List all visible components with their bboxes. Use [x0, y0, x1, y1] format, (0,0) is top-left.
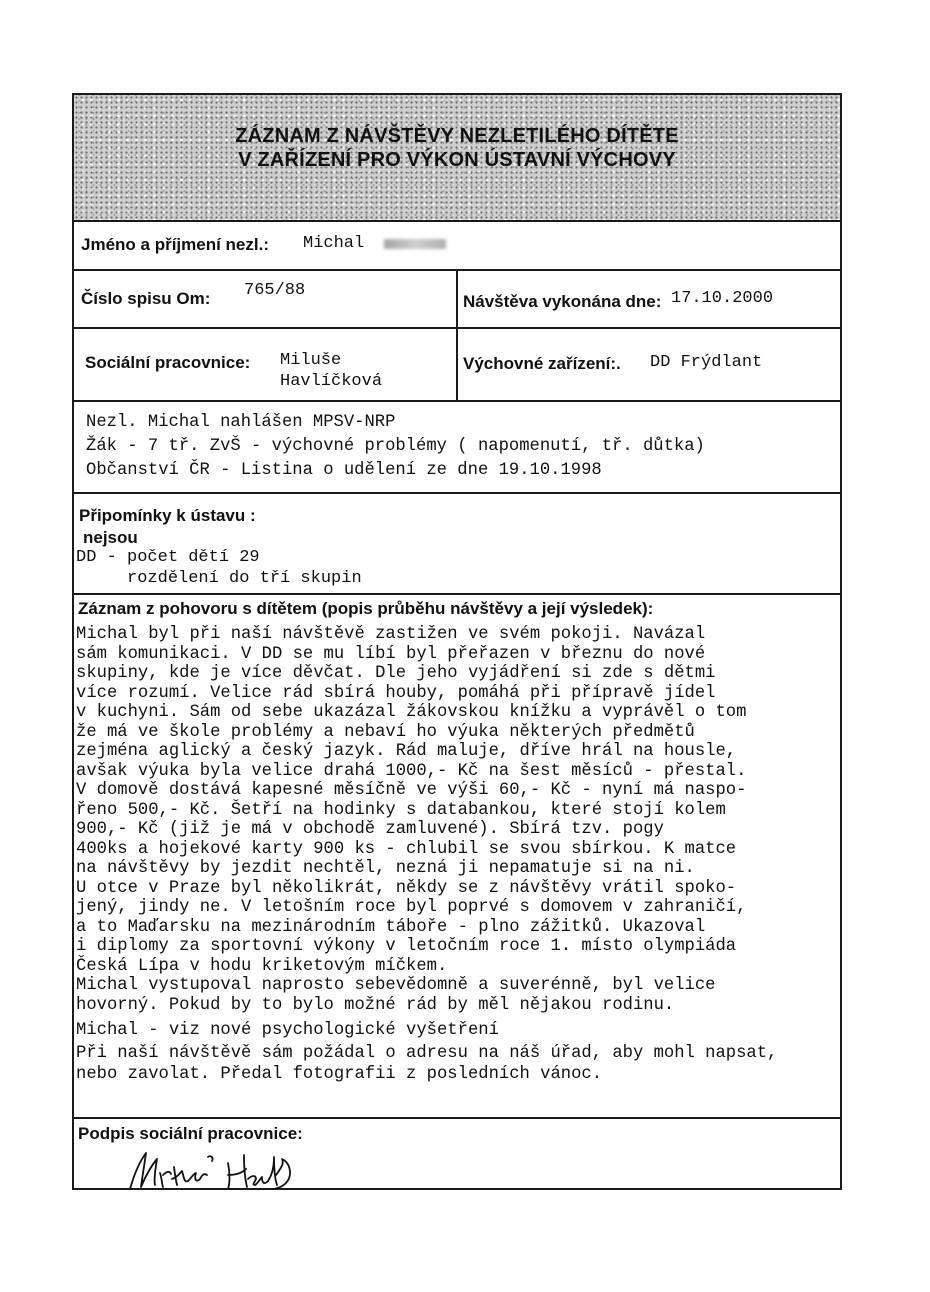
- interview-line: v kuchyni. Sám od sebe ukazázal žákovskou knížku a vyprávěl o tom: [76, 703, 747, 722]
- interview-extra-line: Při naší návštěvě sám požádal o adresu na náš úřad, aby mohl napsat,: [76, 1044, 778, 1063]
- divider: [74, 492, 840, 494]
- divider: [74, 327, 840, 329]
- interview-line: Česká Lípa v hodu kriketovým míčkem.: [76, 957, 448, 976]
- form-title-line1: ZÁZNAM Z NÁVŠTĚVY NEZLETILÉHO DÍTĚTE: [235, 125, 679, 147]
- handwritten-signature: [124, 1145, 314, 1195]
- interview-line: a to Maďarsku na mezinárodním táboře - plno zážitků. Ukazoval: [76, 918, 706, 937]
- name-label: Jméno a příjmení nezl.:: [81, 235, 269, 254]
- notes-line-1: Nezl. Michal nahlášen MPSV-NRP: [86, 413, 396, 432]
- remarks-label: Připomínky k ústavu :: [79, 506, 256, 525]
- interview-line: zejména aglický a český jazyk. Rád maluje, dříve hrál na housle,: [76, 742, 737, 761]
- file-number-value: 765/88: [244, 281, 306, 300]
- facility-value: DD Frýdlant: [650, 353, 763, 372]
- interview-line: že má ve škole problémy a nebaví ho výuka některých předmětů: [76, 723, 695, 742]
- notes-line-3: Občanství ČR - Listina o udělení ze dne 19.10.1998: [86, 461, 602, 480]
- file-number-label: Číslo spisu Om:: [81, 289, 211, 308]
- interview-line: na návštěvy by jezdit nechtěl, nezná ji nepamatuje si na ni.: [76, 859, 695, 878]
- redacted-surname: [384, 239, 446, 249]
- facility-label: Výchovné zařízení:.: [463, 354, 621, 373]
- form-header: [74, 95, 840, 222]
- remarks-line2: rozdělení do tří skupin: [76, 569, 362, 588]
- divider: [74, 400, 840, 402]
- interview-line: sám komunikaci. V DD se mu líbí byl přeřazen v březnu do nové: [76, 645, 706, 664]
- name-value: Michal: [303, 234, 365, 253]
- interview-line: i diplomy za sportovní výkony v letočním roce 1. místo olympiáda: [76, 937, 737, 956]
- divider: [74, 1117, 840, 1119]
- interview-extra-line: nebo zavolat. Předal fotografii z posledních vánoc.: [76, 1065, 603, 1084]
- interview-line: 400ks a hojekové karty 900 ks - chlubil se svou sbírkou. K matce: [76, 840, 737, 859]
- social-worker-value-line1: Miluše: [280, 351, 342, 370]
- divider: [74, 593, 840, 595]
- interview-line: 900,- Kč (již je má v obchodě zamluvené). Sbírá tzv. pogy: [76, 820, 664, 839]
- interview-line: řeno 500,- Kč. Šetří na hodinky s databankou, které stojí kolem: [76, 801, 726, 820]
- interview-line: Michal byl při naší návštěvě zastižen ve svém pokoji. Navázal: [76, 625, 706, 644]
- remarks-line1: DD - počet dětí 29: [76, 548, 260, 567]
- interview-line: více rozumí. Velice rád sbírá houby, pomáhá při přípravě jídel: [76, 684, 716, 703]
- interview-line: U otce v Praze byl několikrát, někdy se z návštěvy vrátil spoko-: [76, 879, 737, 898]
- social-worker-value-line2: Havlíčková: [280, 372, 383, 391]
- interview-extra-line: Michal - viz nové psychologické vyšetření: [76, 1021, 499, 1040]
- interview-line: skupiny, kde je více děvčat. Dle jeho vyjádření si zde s dětmi: [76, 664, 716, 683]
- remarks-value: nejsou: [83, 528, 138, 547]
- social-worker-label: Sociální pracovnice:: [85, 353, 251, 372]
- interview-label: Záznam z pohovoru s dítětem (popis průběhu návštěvy a její výsledek):: [78, 599, 654, 618]
- visit-date-value: 17.10.2000: [671, 289, 774, 308]
- column-divider: [456, 270, 458, 400]
- visit-date-label: Návštěva vykonána dne:: [463, 292, 662, 311]
- interview-line: V domově dostává kapesné měsíčně ve výši 60,- Kč - nyní má naspo-: [76, 781, 747, 800]
- interview-line: hovorný. Pokud by to bylo možné rád by měl nějakou rodinu.: [76, 996, 675, 1015]
- form-title-line2: V ZAŘÍZENÍ PRO VÝKON ÚSTAVNÍ VÝCHOVY: [238, 149, 676, 171]
- visit-record-form: [72, 93, 842, 1190]
- signature-label: Podpis sociální pracovnice:: [78, 1124, 303, 1143]
- interview-line: jený, jindy ne. V letošním roce byl poprvé s domovem v zahraničí,: [76, 898, 747, 917]
- interview-line: Michal vystupoval naprosto sebevědomně a suverénně, byl velice: [76, 976, 716, 995]
- notes-line-2: Žák - 7 tř. ZvŠ - výchovné problémy ( napomenutí, tř. důtka): [86, 437, 705, 456]
- interview-line: avšak výuka byla velice drahá 1000,- Kč na šest měsíců - přestal.: [76, 762, 747, 781]
